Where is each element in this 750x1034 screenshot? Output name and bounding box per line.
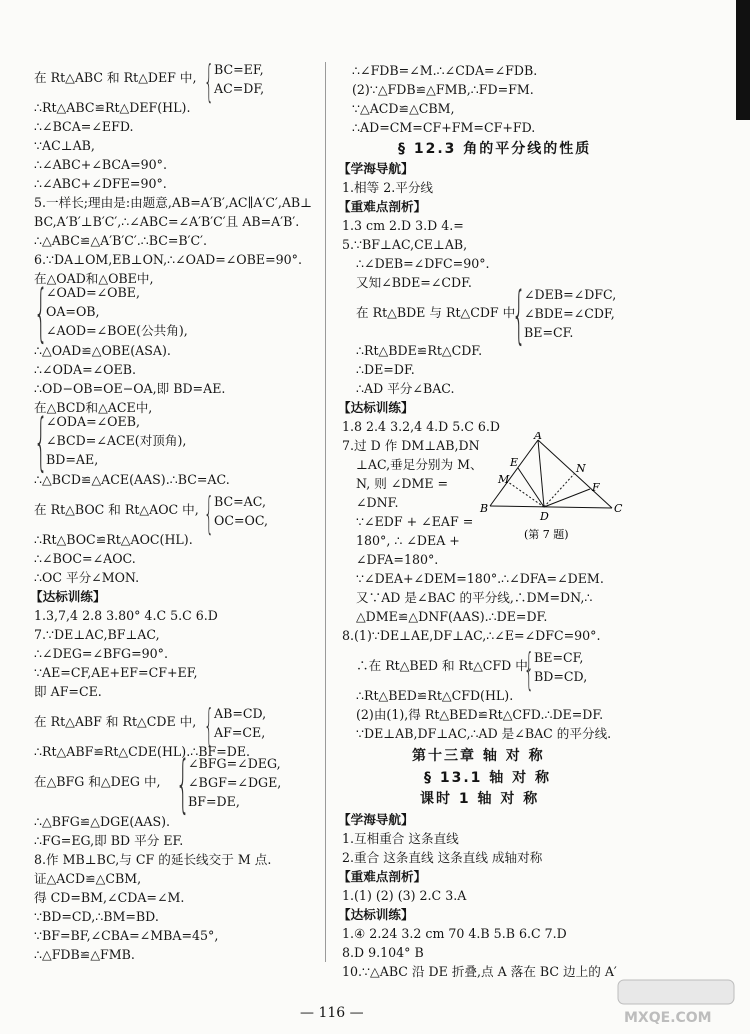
label-n: N	[576, 462, 586, 475]
brace: {	[204, 56, 214, 107]
text-line: 8.作 MB⊥BC,与 CF 的延长线交于 M 点.	[34, 852, 272, 867]
system-row: AC=DF,	[214, 81, 265, 96]
lesson-title: 课时 1 轴 对 称	[420, 791, 540, 807]
text-line: 又知∠BDE=∠CDF.	[356, 275, 472, 290]
system-row: BC=AC,	[214, 494, 266, 509]
text-line: N, 则 ∠DME =	[356, 476, 449, 491]
geometry-figure	[478, 432, 628, 542]
text-line: 5.一样长;理由是:由题意,AB=A′B′,AC∥A′C′,AB⊥	[34, 195, 313, 210]
text-line: 在 Rt△ABF 和 Rt△CDE 中,	[34, 714, 197, 729]
section-heading: 【达标训练】	[338, 907, 414, 922]
text-line: 1.相等 2.平分线	[342, 180, 434, 195]
section-heading: 【达标训练】	[338, 400, 414, 415]
segment-de	[518, 468, 544, 507]
text-line: ∴∠FDB=∠M.∴∠CDA=∠FDB.	[352, 63, 538, 78]
system-row: BC=EF,	[214, 62, 264, 77]
segment-dn	[544, 474, 574, 507]
text-line: 8.(1)∵DE⊥AE,DF⊥AC,∴∠E=∠DFC=90°.	[342, 628, 601, 643]
label-a: A	[534, 432, 542, 442]
brace: {	[512, 278, 526, 351]
text-line: ∴∠BOC=∠AOC.	[34, 551, 136, 566]
text-line: ∴∠BCA=∠EFD.	[34, 119, 134, 134]
system-row: BE=CF,	[534, 650, 584, 665]
section-heading: 【达标训练】	[30, 589, 106, 604]
text-line: ∴在 Rt△BED 和 Rt△CFD 中,	[356, 658, 532, 673]
text-line: ∴∠ABC+∠DFE=90°.	[34, 176, 167, 191]
text-line: ∴Rt△ABC≌Rt△DEF(HL).	[34, 100, 191, 115]
text-line: 在△BFG 和△DEG 中,	[34, 774, 161, 789]
text-line: ⊥AC,垂足分别为 M、	[356, 457, 483, 472]
system-row: ∠OAD=∠OBE,	[46, 285, 140, 300]
system-row: ∠BFG=∠DEG,	[188, 756, 281, 771]
side-ac	[538, 440, 612, 508]
text-line: 7.过 D 作 DM⊥AB,DN	[342, 438, 480, 453]
system-row: AB=CD,	[214, 706, 267, 721]
text-line: ∴Rt△BOC≌Rt△AOC(HL).	[34, 532, 193, 547]
text-line: 2.重合 这条直线 这条直线 成轴对称	[342, 850, 543, 865]
text-line: 即 AF=CE.	[34, 684, 102, 699]
text-line: ∵△ACD≌△CBM,	[352, 101, 455, 116]
text-line: △DME≌△DNF(AAS).∴DE=DF.	[356, 609, 548, 624]
text-line: 1.3 cm 2.D 3.D 4.=	[342, 218, 464, 233]
system-row: ∠BGF=∠DGE,	[188, 775, 282, 790]
text-line: 1.3,7,4 2.8 3.80° 4.C 5.C 6.D	[34, 608, 218, 623]
text-line: ∵DE⊥AB,DF⊥AC,∴AD 是∠BAC 的平分线.	[356, 726, 612, 741]
text-line: ∴△BFG≌△DGE(AAS).	[34, 814, 170, 829]
brace: {	[34, 276, 48, 349]
brace: {	[204, 488, 214, 539]
text-line: ∠DNF.	[356, 495, 399, 510]
section-heading: 【重难点剖析】	[338, 199, 427, 214]
text-line: ∴OC 平分∠MON.	[34, 570, 140, 585]
label-m: M	[498, 473, 510, 486]
section-heading: 【重难点剖析】	[338, 869, 427, 884]
text-line: ∴△FDB≌△FMB.	[34, 947, 135, 962]
text-line: ∴△ABC≌△A′B′C′.∴BC=B′C′.	[34, 233, 208, 248]
system-row: ∠AOD=∠BOE(公共角),	[46, 323, 188, 338]
text-line: 1.④ 2.24 3.2 cm 70 4.B 5.B 6.C 7.D	[342, 926, 567, 941]
text-line: ∴Rt△BDE≌Rt△CDF.	[356, 343, 483, 358]
text-line: 180°, ∴ ∠DEA +	[356, 533, 460, 548]
page-edge-shadow	[736, 0, 750, 120]
label-e: E	[510, 456, 519, 469]
text-line: 8.D 9.104° B	[342, 945, 424, 960]
column-divider	[325, 62, 326, 962]
brace: {	[176, 747, 190, 820]
text-line: 5.∵BF⊥AC,CE⊥AB,	[342, 237, 468, 252]
system-row: ∠BDE=∠CDF,	[524, 306, 615, 321]
text-line: ∵AC⊥AB,	[34, 138, 95, 153]
system-row: ∠DEB=∠DFC,	[524, 287, 617, 302]
text-line: ∵∠DEA+∠DEM=180°.∴∠DFA=∠DEM.	[356, 571, 604, 586]
text-line: ∵BF=BF,∠CBA=∠MBA=45°,	[34, 928, 219, 943]
text-line: (2)∵△FDB≌△FMB,∴FD=FM.	[352, 82, 534, 97]
text-line: ∴FG=EG,即 BD 平分 EF.	[34, 833, 184, 848]
system-row: BF=DE,	[188, 794, 240, 809]
text-line: ∴∠ODA=∠OEB.	[34, 362, 136, 377]
text-line: 1.互相重合 这条直线	[342, 831, 459, 846]
text-line: 证△ACD≌△CBM,	[34, 871, 142, 886]
label-d: D	[540, 510, 549, 523]
text-line: ∵AE=CF,AE+EF=CF+EF,	[34, 665, 198, 680]
system-row: AF=CE,	[214, 725, 266, 740]
text-line: ∵∠EDF + ∠EAF =	[356, 514, 474, 529]
text-line: ∴DE=DF.	[356, 362, 415, 377]
text-line: ∴∠DEG=∠BFG=90°.	[34, 646, 168, 661]
text-line: 在 Rt△ABC 和 Rt△DEF 中,	[34, 70, 197, 85]
page-number: — 116 —	[300, 1005, 364, 1021]
section-title: § 12.3 角的平分线的性质	[398, 141, 592, 157]
text-line: ∴∠DEB=∠DFC=90°.	[356, 256, 490, 271]
system-row: BE=CF.	[524, 325, 574, 340]
segment-dm	[508, 482, 544, 507]
text-line: 又∵AD 是∠BAC 的平分线,∴DM=DN,∴	[356, 590, 593, 605]
text-line: ∴Rt△BED≌Rt△CFD(HL).	[356, 688, 514, 703]
segment-df	[544, 489, 590, 507]
text-line: 7.∵DE⊥AC,BF⊥AC,	[34, 627, 160, 642]
text-line: BC,A′B′⊥B′C′,∴∠ABC=∠A′B′C′且 AB=A′B′.	[34, 214, 300, 229]
system-row: ∠ODA=∠OEB,	[46, 414, 140, 429]
brace: {	[524, 644, 534, 695]
text-line: ∴OD−OB=OE−OA,即 BD=AE.	[34, 381, 226, 396]
text-line: ∵BD=CD,∴BM=BD.	[34, 909, 159, 924]
watermark-logo	[616, 976, 736, 1026]
text-line: 在 Rt△BDE 与 Rt△CDF 中,	[356, 305, 520, 320]
text-line: 在△OAD和△OBE中,	[34, 271, 154, 286]
watermark-text: MXQE.COM	[624, 1010, 712, 1026]
side-bc	[490, 506, 612, 508]
text-line: 1.8 2.4 3.2,4 4.D 5.C 6.D	[342, 419, 500, 434]
brace: {	[204, 700, 214, 751]
text-line: (2)由(1),得 Rt△BED≌Rt△CFD.∴DE=DF.	[356, 707, 604, 722]
system-row: BD=CD,	[534, 669, 588, 684]
label-f: F	[592, 481, 600, 494]
text-line: 1.(1) (2) (3) 2.C 3.A	[342, 888, 467, 903]
label-c: C	[614, 502, 623, 515]
text-line: 在△BCD和△ACE中,	[34, 400, 153, 415]
text-line: 得 CD=BM,∠CDA=∠M.	[34, 890, 185, 905]
system-row: OC=OC,	[214, 513, 269, 528]
text-line: ∴AD 平分∠BAC.	[356, 381, 455, 396]
text-line: ∴∠ABC+∠BCA=90°.	[34, 157, 167, 172]
section-heading: 【学海导航】	[338, 161, 414, 176]
text-line: 在 Rt△BOC 和 Rt△AOC 中,	[34, 502, 199, 517]
section-title: § 13.1 轴 对 称	[424, 770, 552, 786]
text-line: ∴AD=CM=CF+FM=CF+FD.	[352, 120, 536, 135]
segment-ad	[538, 440, 544, 507]
text-line: ∴Rt△ABF≌Rt△CDE(HL).∴BF=DE.	[34, 744, 251, 759]
system-row: ∠BCD=∠ACE(对顶角),	[46, 433, 187, 448]
text-line: 10.∵△ABC 沿 DE 折叠,点 A 落在 BC 边上的 A′	[342, 964, 617, 979]
text-line: ∴△BCD≌△ACE(AAS).∴BC=AC.	[34, 472, 230, 487]
figure-caption: (第 7 题)	[524, 528, 569, 541]
brace: {	[34, 405, 48, 478]
text-line: ∠DFA=180°.	[356, 552, 439, 567]
text-line: ∴△OAD≌△OBE(ASA).	[34, 343, 171, 358]
system-row: OA=OB,	[46, 304, 100, 319]
section-heading: 【学海导航】	[338, 812, 414, 827]
system-row: BD=AE,	[46, 452, 99, 467]
label-b: B	[480, 502, 489, 515]
text-line: 6.∵DA⊥OM,EB⊥ON,∴∠OAD=∠OBE=90°.	[34, 252, 302, 267]
chapter-title: 第十三章 轴 对 称	[412, 748, 545, 764]
